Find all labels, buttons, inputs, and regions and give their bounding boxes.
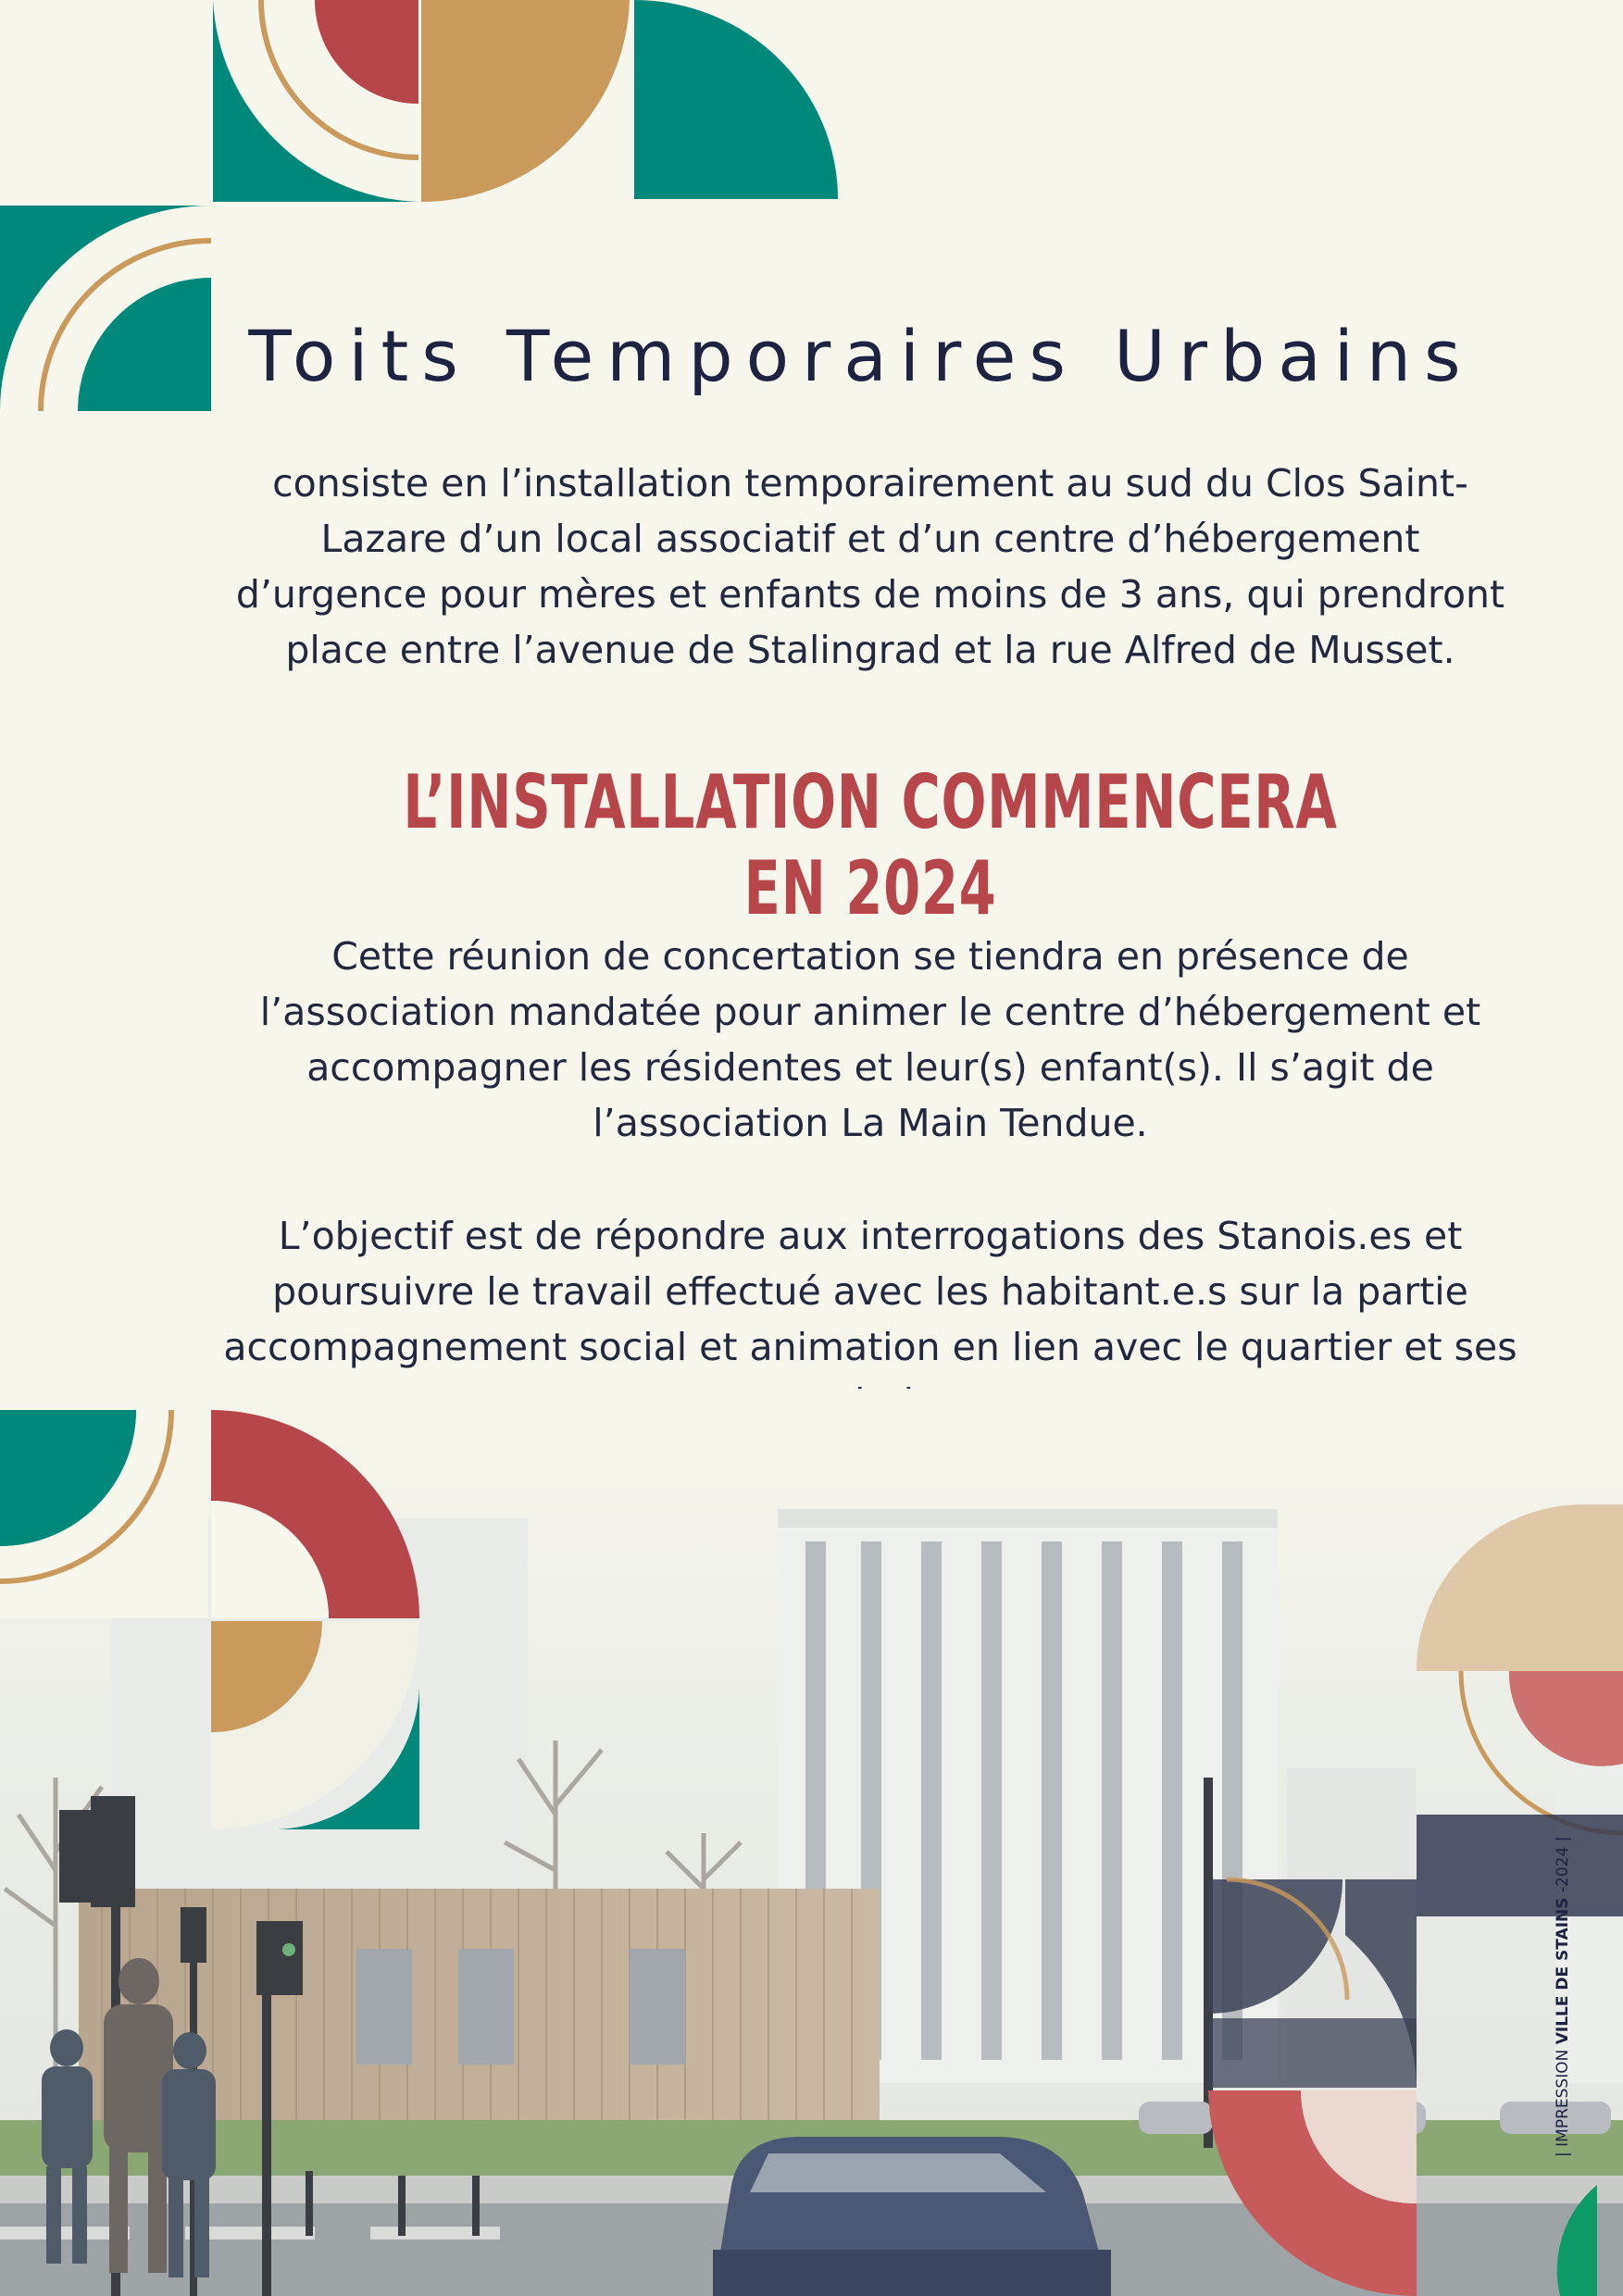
imprint-org: VILLE DE STAINS xyxy=(1554,1897,1572,2045)
imprint-separator: | xyxy=(1554,2146,1572,2157)
imprint-line xyxy=(1554,1837,1572,2157)
association-paragraph: Cette réunion de concertation se tiendra en présence de l’association mandatée pour animer le centre d’hébergement et accompagner les résidentes et leur(s) enfant(s). Il s’agit de l’association La Main Tendue. xyxy=(259,934,1481,1145)
imprint-prefix: IMPRESSION xyxy=(1554,2049,1572,2147)
imprint-separator-end: | xyxy=(1554,1836,1572,1847)
bottom-right-geometric-decoration xyxy=(1208,1879,1597,2296)
imprint-dash: - xyxy=(1554,1886,1572,1893)
intro-paragraph: consiste en l’installation temporairement au sud du Clos Saint-Lazare d’un local associatif et d’un centre d’hébergement d’urgence pour mères et enfants de moins de 3 ans, qui prendront place entre l’avenue de Stalingrad et la rue Alfred de Musset. xyxy=(235,461,1505,672)
bottom-left-geometric-decoration xyxy=(0,1410,426,1836)
headline: L’INSTALLATION COMMENCERA EN 2024 xyxy=(403,759,1338,931)
objective-paragraph: L’objectif est de répondre aux interrogations des Stanois.es et poursuivre le travail effectué avec les habitant.e.s sur la partie accompagnement social et animation en lien avec le quartier et ses xyxy=(223,1214,1517,1369)
imprint-year: 2024 xyxy=(1554,1846,1572,1887)
document-title: Toits Temporaires Urbains xyxy=(248,315,1474,397)
